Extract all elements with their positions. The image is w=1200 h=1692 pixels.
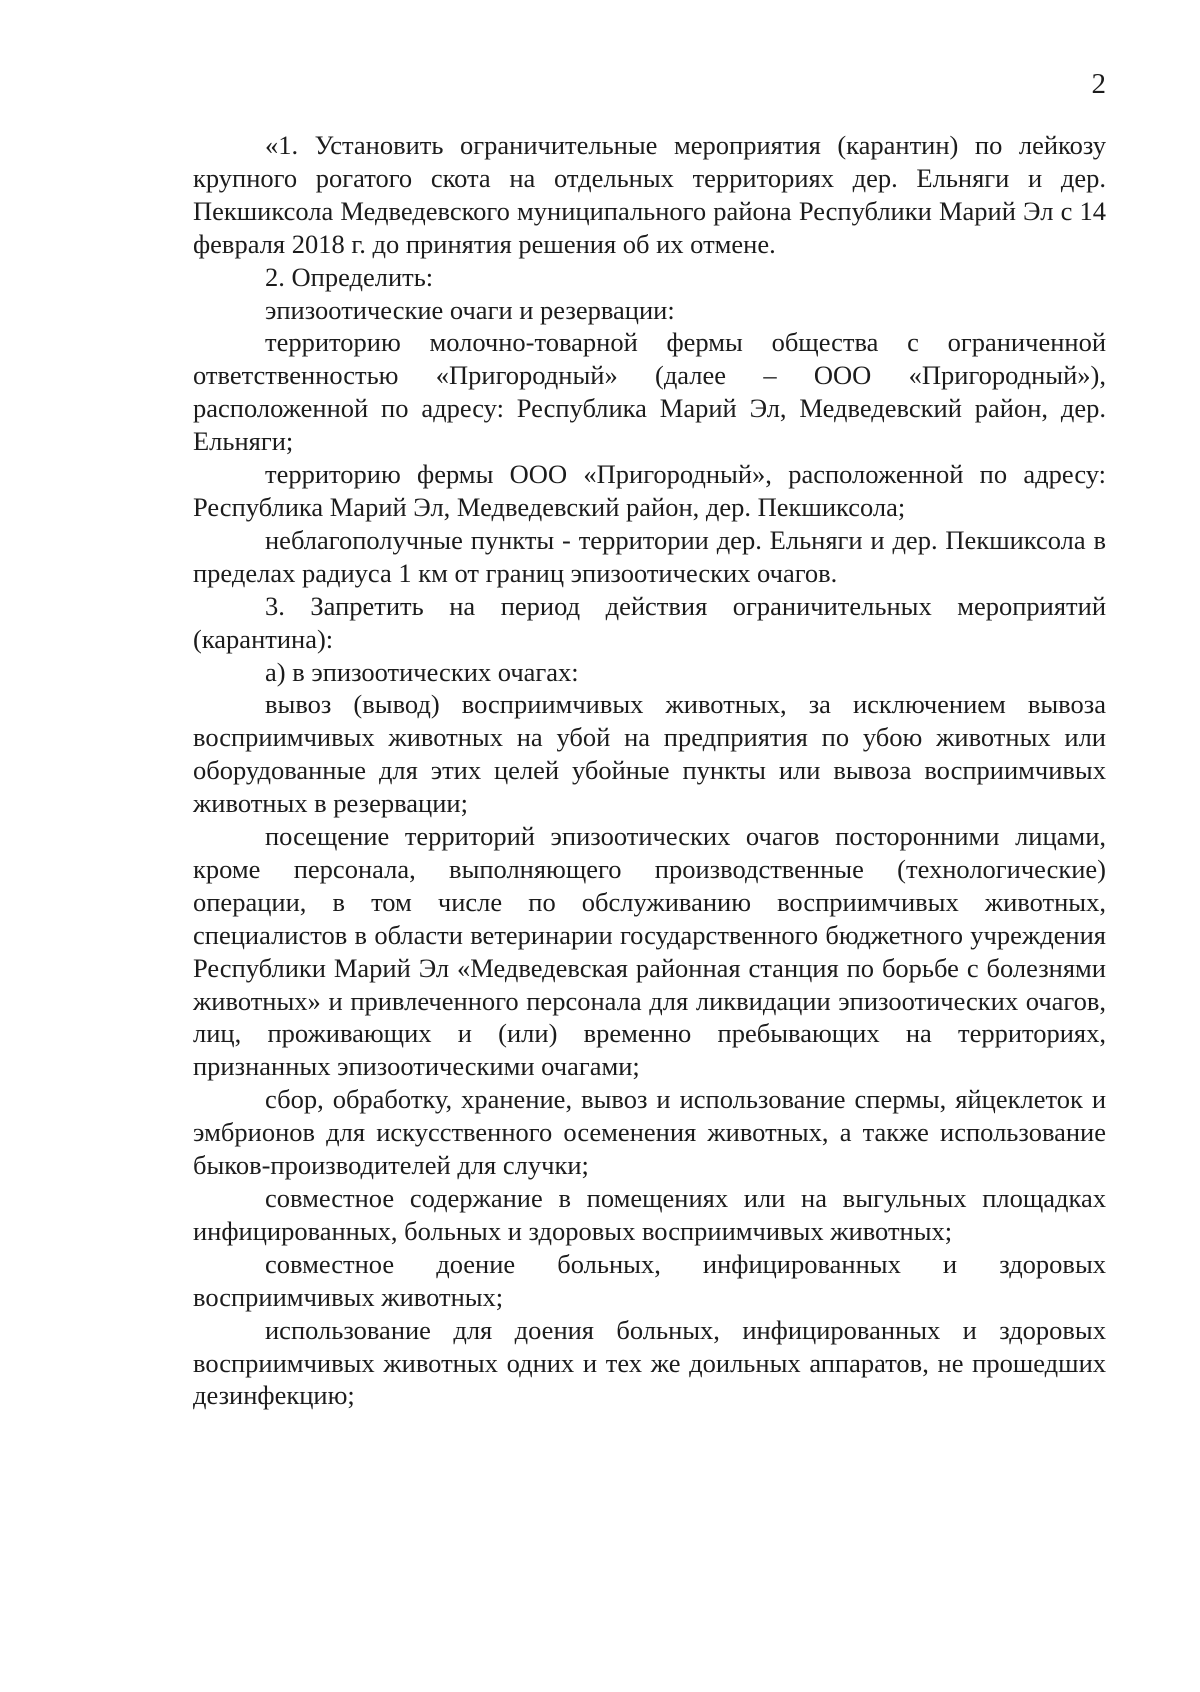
page-number: 2 (1091, 68, 1106, 100)
paragraph-prohibit-heading: 3. Запретить на период действия ограничительных мероприятий (карантина): (193, 590, 1106, 654)
paragraph-sperm-embryos: сбор, обработку, хранение, вывоз и использование спермы, яйцеклеток и эмбрионов для искусственного осеменения животных, а также использование быков-производителей для случки; (193, 1084, 1106, 1181)
paragraph-quarantine-establish: «1. Установить ограничительные мероприятия (карантин) по лейкозу крупного рогатого скота на отдельных территориях дер. Ельняги и дер. Пекшиксола Медведевского муниципального района Республики Марий Эл с 14 февраля 2018 г. до принятия решения об их отмене. (193, 130, 1106, 259)
paragraph-foci-reservations: эпизоотические очаги и резервации: (265, 294, 675, 325)
paragraph-farm-elnyagi: территорию молочно-товарной фермы общества с ограниченной ответственностью «Пригородный» (далее – ООО «Пригородный»), расположенной по адресу: Республика Марий Эл, Медведевский район, дер. Ельняги; (193, 327, 1106, 457)
paragraph-animal-removal: вывоз (вывод) восприимчивых животных, за исключением вывоза восприимчивых животных на убой на предприятия по убою животных или оборудованные для этих целей убойные пункты или вывоза восприимчивых животных в резервации; (193, 689, 1106, 819)
paragraph-subsection-a: а) в эпизоотических очагах: (265, 656, 579, 687)
paragraph-milking-machines: использование для доения больных, инфицированных и здоровых восприимчивых животных одних и тех же доильных аппаратов, не прошедших дезинфекцию; (193, 1314, 1106, 1411)
paragraph-unfavorable-points: неблагополучные пункты - территории дер. Ельняги и дер. Пекшиксола в пределах радиуса 1 км от границ эпизоотических очагов. (193, 524, 1106, 588)
paragraph-joint-keeping: совместное содержание в помещениях или на выгульных площадках инфицированных, больных и здоровых восприимчивых животных; (193, 1183, 1106, 1246)
paragraph-visiting-territories: посещение территорий эпизоотических очагов посторонними лицами, кроме персонала, выполняющего производственные (технологические) операции, в том числе по обслуживанию восприимчивых животных, специалистов в области ветеринарии государственного бюджетного учреждения Республики Марий Эл «Медведевская районная станция по борьбе с болезнями животных» и привлеченного персонала для ликвидации эпизоотических очагов, лиц, проживающих и (или) временно пребывающих на территориях, признанных эпизоотическими очагами; (193, 821, 1106, 1082)
document-body (193, 129, 1106, 1412)
paragraph-farm-pekshiksola: территорию фермы ООО «Пригородный», расположенной по адресу: Республика Марий Эл, Медведевский район, дер. Пекшиксола; (193, 459, 1106, 522)
paragraph-joint-milking: совместное доение больных, инфицированных и здоровых восприимчивых животных; (193, 1248, 1106, 1312)
paragraph-define-heading: 2. Определить: (265, 261, 434, 292)
